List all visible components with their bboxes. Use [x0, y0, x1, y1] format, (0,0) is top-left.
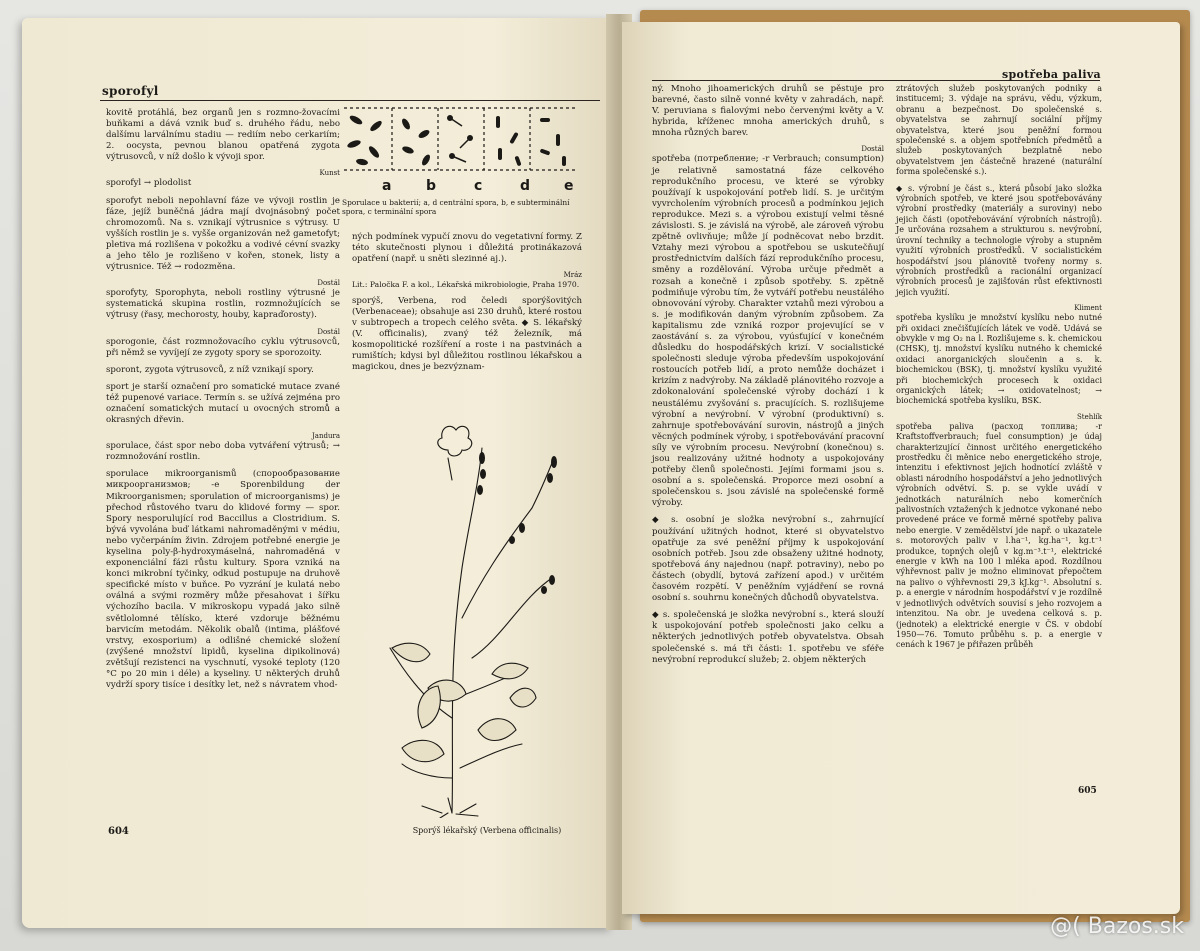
author-signature: Jandura [312, 432, 340, 441]
author-signature: Dostál [861, 145, 884, 154]
entry-sporogonie: sporogonie, část rozmnožovacího cyklu výtrusovců, při němž se vyvíjejí ze zygoty spory se sporozoity. [106, 336, 340, 358]
figure-letter-c: c [474, 178, 483, 194]
entry-sporulace: sporulace, část spor nebo doba vytváření výtrusů; → rozmnožování rostlin. [106, 441, 340, 463]
verbena-plant-illustration [382, 418, 582, 818]
left-page-number: 604 [108, 826, 129, 837]
site-watermark: @( Bazos.sk [1050, 914, 1184, 939]
author-signature: Kliment [1074, 304, 1102, 313]
entry-spotreba-vyrobni: ◆ s. výrobní je část s., která působí jako složka výrobních spotřeb, ve které jsou spotřebovávány výrobní prostředky (materiály a suroviny) nebo jejich části (opotřebovávání výrobních nástrojů). Je určována rozsahem a strukturou s. nevýrobní, úrovní techniky a technologie výroby a stupněm využití výrobních prostředků. V socialistickém hospodářství jsou plánovitě tvořeny normy s. výrobních prostředků a racionální organizací výrobních procesů je zajišťován růst efektivnosti jejich využití. [896, 183, 1102, 297]
entry-spotreba-osobni: ◆ s. osobní je složka nevýrobní s., zahrnující používání užitných hodnot, které si obyvatelstvo opatřuje za své peněžní příjmy k uspokojování osobních potřeb. Jsou zde obsaženy užitné hodnoty, spotřebová ány najednou (např. potraviny), nebo po částech (obydlí, bytová zařízení apod.) v určitém časovém rozpětí. V peněžním vyjádření se rovná osobní s. souhrnu konečných důchodů obyvatelstva. [652, 515, 884, 604]
entry-sport: sport je starší označení pro somatické mutace zvané též pupenové variace. Termín s. se užívá zejména pro označení somatických mutací u ovocných stromů a okrasných dřevin. [106, 381, 340, 426]
author-signature: Mráz [563, 271, 582, 280]
author-signature: Stehlík [1077, 412, 1102, 421]
left-column-2 [352, 232, 582, 380]
figure-letter-a: a [382, 178, 392, 194]
right-page-header: spotřeba paliva [1002, 68, 1101, 81]
plant-figure-caption: Sporýš lékařský (Verbena officinalis) [412, 826, 562, 835]
entry-continued: ztrátových služeb poskytovaných podniky a institucemi; 3. výdaje na správu, vědu, výzkum, obranu a bezpečnost. Do společenské s. obyvatelstva se zahrnují sociální příjmy obyvatelstva, které jsou peněžní formou společenské s. a objem spotřebních předmětů a služeb poskytovaných bezplatně nebo obyvatelstvem jen částečně hrazené (naturální forma společenské s.). [896, 84, 1102, 177]
figure-letter-e: e [564, 178, 574, 194]
entry-spotreba: spotřeba (потребление; -r Verbrauch; consumption) je relativně samostatná fáze celkového reprodukčního procesu, ve které se výrobky používají k uspokojování potřeb lidí. S. je určitým vyvrcholením výrobních procesů a podmínkou jejich reprodukce. Mezi s. a výrobou existují velmi těsné závislosti. S. je závislá na výrobě, ale zároveň výrobu zpětně ovlivňuje; může jí podněcovat nebo brzdit. Vztahy mezi výrobou a spotřebou se uskutečňují prostřednictvím dalších fází reprodukčního procesu, směny a rozdělování. Výroba určuje předmět a rozsah a konečně i způsob spotřeby. S. zpětně podmiňuje výrobu tím, že vytváří potřebu neustálého obnovování výroby. Charakter vztahů mezi výrobou a s. je modifikován daným výrobním způsobem. Za kapitalismu zde vzniká rozpor projevující se v zaostávání s. za výrobou, vyúsťující v konečném důsledku do hospodářských krizí. V socialistické společnosti sleduje výroba především uspokojování rostoucích potřeb lidí, a proto nemůže docházet i krizím z nadvýroby. Na základě plánovitého rozvoje a zdokonalování společenské výroby dochází i k neustálému zvyšování s. pracujících. S. rozlišujeme výrobní a nevýrobní. V výrobní (produktivní) s. zahrnuje spotřebovávání surovin, nástrojů a jiných věcných podmínek výroby, i spotřebovávání pracovní síly ve výrobním procesu. Nevýrobní (konečnou) s. jsou realizovány užitné hodnoty a uspokojovány potřeby členů společnosti. Jejími formami jsou s. osobní a s. společenská. Proporce mezi osobní a společenskou s. jsou závislé na společenské formě výroby. [652, 154, 884, 509]
bacteria-sporulation-figure [342, 104, 582, 196]
author-signature: Dostál [317, 279, 340, 288]
right-column-2 [896, 84, 1102, 657]
entry-spotreba-spolecenska: ◆ s. společenská je složka nevýrobní s., která slouží k uspokojování potřeb společnosti jako celku a některých jednotlivých potřeb obyvatelstva. Obsah společenské s. má tři části: 1. spotřebu ve sféře nevýrobní reprodukcí služeb; 2. objem některých [652, 610, 884, 665]
left-header-rule [100, 100, 600, 101]
figure-letter-b: b [426, 178, 437, 194]
entry-spotreba-kysliku: spotřeba kyslíku je množství kyslíku nebo nutné při oxidaci znečišťujících látek ve vodě. Udává se obvykle v mg O₂ na l. Rozlišujeme s. k. chemickou (CHSK), tj. množství kyslíku nutného k chemické oxidaci anorganických sloučenin a s. k. biochemickou (BSK), tj. množství kyslíku využité při biochemických procesech k oxidaci organických látek; → oxidovatelnost; → biochemická spotřeba kyslíku, BSK. [896, 313, 1102, 406]
entry-continued: ných podmínek vypučí znovu do vegetativní formy. Z této skutečnosti plynou i důležitá protinákazová opatření (např. u sněti slezinné aj.). [352, 232, 582, 265]
author-signature: Kunst [319, 169, 340, 178]
left-page-header: sporofyl [102, 84, 159, 98]
literature-reference: Lit.: Paločka F. a kol., Lékařská mikrobiologie, Praha 1970. [352, 280, 580, 290]
right-page-number: 605 [1078, 786, 1097, 796]
right-page [622, 22, 1180, 914]
left-column-1 [106, 108, 340, 697]
entry-sporofyt: sporofyt neboli nepohlavní fáze ve vývoji rostlin je fáze, jejíž buněčná jádra mají dvojnásobný počet chromozomů. Na s. vznikají výtrusnice s výtrusy. U vyšších rostlin je s. vyšše organizován než gametofyt; pletiva má rozlišena v pokožku a vodivé cévní svazky a jeho tělo je rozlišeno v kořen, stonek, listy a výtrusnice. Též → rodozměna. [106, 195, 340, 273]
entry-spotreba-paliva: spotřeba paliva (расход топлива; -r Kraftstoffverbrauch; fuel consumption) je údaj charakterizující činnost určitého energetického prostředku či měnice nebo energetického stroje, intenzitu i efektivnost jejich hodnotící zvláště v oblasti národního hospodářství a jeho jednotlivých výrobních odvětví. S. p. se vykle uvádí v jednotkách naturálních nebo komerčních palivostních vztažených k jednotce vykonané nebo provedené práce ve formě měrné spotřeby paliva nebo energie. V zemědělství jde např. o ukazatele s. motorových paliv v l.ha⁻¹, kg.ha⁻¹, kg.t⁻¹ produkce, topných olejů v kg.m⁻³.t⁻¹, elektrické energie v kWh na 100 l mléka apod. Rozdílnou výhřevnost paliv je možno eliminovat přepočtem na palivo o výhřevnosti 29,3 kJ.kg⁻¹. Absolutní s. p. a energie v národním hospodářství v je rozdílně v jednotlivých odvětvích souvisí s jeho rozvojem a intenzitou. Na obr. je uvedena celková s. p. (jednotek) a elektrické energie v ČS. v období 1950—76. Tomuto průběhu s. p. a energie v cenách k 1967 je přiřazen průběh [896, 421, 1102, 650]
bacteria-figure-caption: Sporulace u bakterií; a, d centrální spora, b, e subterminální spora, c terminální spora [342, 198, 570, 217]
entry-text: kovitě protáhlá, bez organů jen s rozmno-žovacími buňkami a dává vznik buď s. druhého řádu, nebo dalšímu larválnímu stadiu — rediím nebo cerkariím; 2. oocysta, pevnou blanou opatřená zygota výtrusovců, v níž došlo k vývoji spor. [106, 108, 340, 163]
left-page [22, 18, 612, 928]
entry-continued: ný. Mnoho jihoamerických druhů se pěstuje pro barevné, často silně vonné květy v zahradách, např. V. peruviana s fialovými nebo červenými květy a V. hybrida, kříženec mnoha amerických druhů, s mnoha různých barev. [652, 84, 884, 139]
figure-letter-d: d [520, 178, 531, 194]
entry-sporont: sporont, zygota výtrusovců, z níž vznikají spory. [106, 364, 314, 375]
entry-sporofyl: sporofyl → plodolist [106, 178, 192, 189]
entry-sporofyty: sporofyty, Sporophyta, neboli rostliny výtrusné je systematická skupina rostlin, rozmnožujících se výtrusy (řasy, mechorosty, houby, kapraďorosty). [106, 288, 340, 321]
right-column-1 [652, 84, 884, 672]
entry-sporys: sporýš, Verbena, rod čeledi sporýšovitých (Verbenaceae); obsahuje asi 230 druhů, které rostou v subtropech a tropech celého světa. ◆ S. lékařský (V. officinalis), zvaný též železník, má kosmopolitické rozšíření a roste i na pastvinách a rumištích; kdysi byl důležitou rostlinou lékařskou a magickou, dnes je bezvýznam- [352, 295, 582, 373]
author-signature: Dostál [317, 327, 340, 336]
entry-sporulace-mikroorganismu: sporulace mikroorganismů (спорообразование микроорганизмов; -е Sporenbildung der Mikroorganismen; sporulation of microorganisms) je přechod růstového tvaru do klidové formy — spor. Spory nesporulující rod Baccillus a Clostridium. S. bývá vyvolána buď látkami nahromaděnými v médiu, nebo vyčerpáním živin. Zdrojem potřebné energie je kyselina poly-β-hydroxymáselná, nahromaděná v exponenciální fázi růstu kultury. Spora vzniká na konci mikrobní tyčinky, odkud postupuje na druhově specifické místo v buňce. Po vyzrání je kulatá nebo oválná a svými rozměry může přesahovat i šířku výchozího bacila. V mikroskopu vypadá jako silně světlolomné tělísko, které vzdoruje běžnému barvicím metodám. Několik obalů (intima, plášťové vrstvy, exosporium) a odlišné chemické složení (zvýšené množství lipidů, kyselina dipikolinová) zvětšují rezistenci na vyschnutí, vysoké teploty (120 °C po 20 min i déle) a kyseliny. U některých druhů vydrží spory tisíce i desítky let, než s návratem vhod- [106, 469, 340, 691]
